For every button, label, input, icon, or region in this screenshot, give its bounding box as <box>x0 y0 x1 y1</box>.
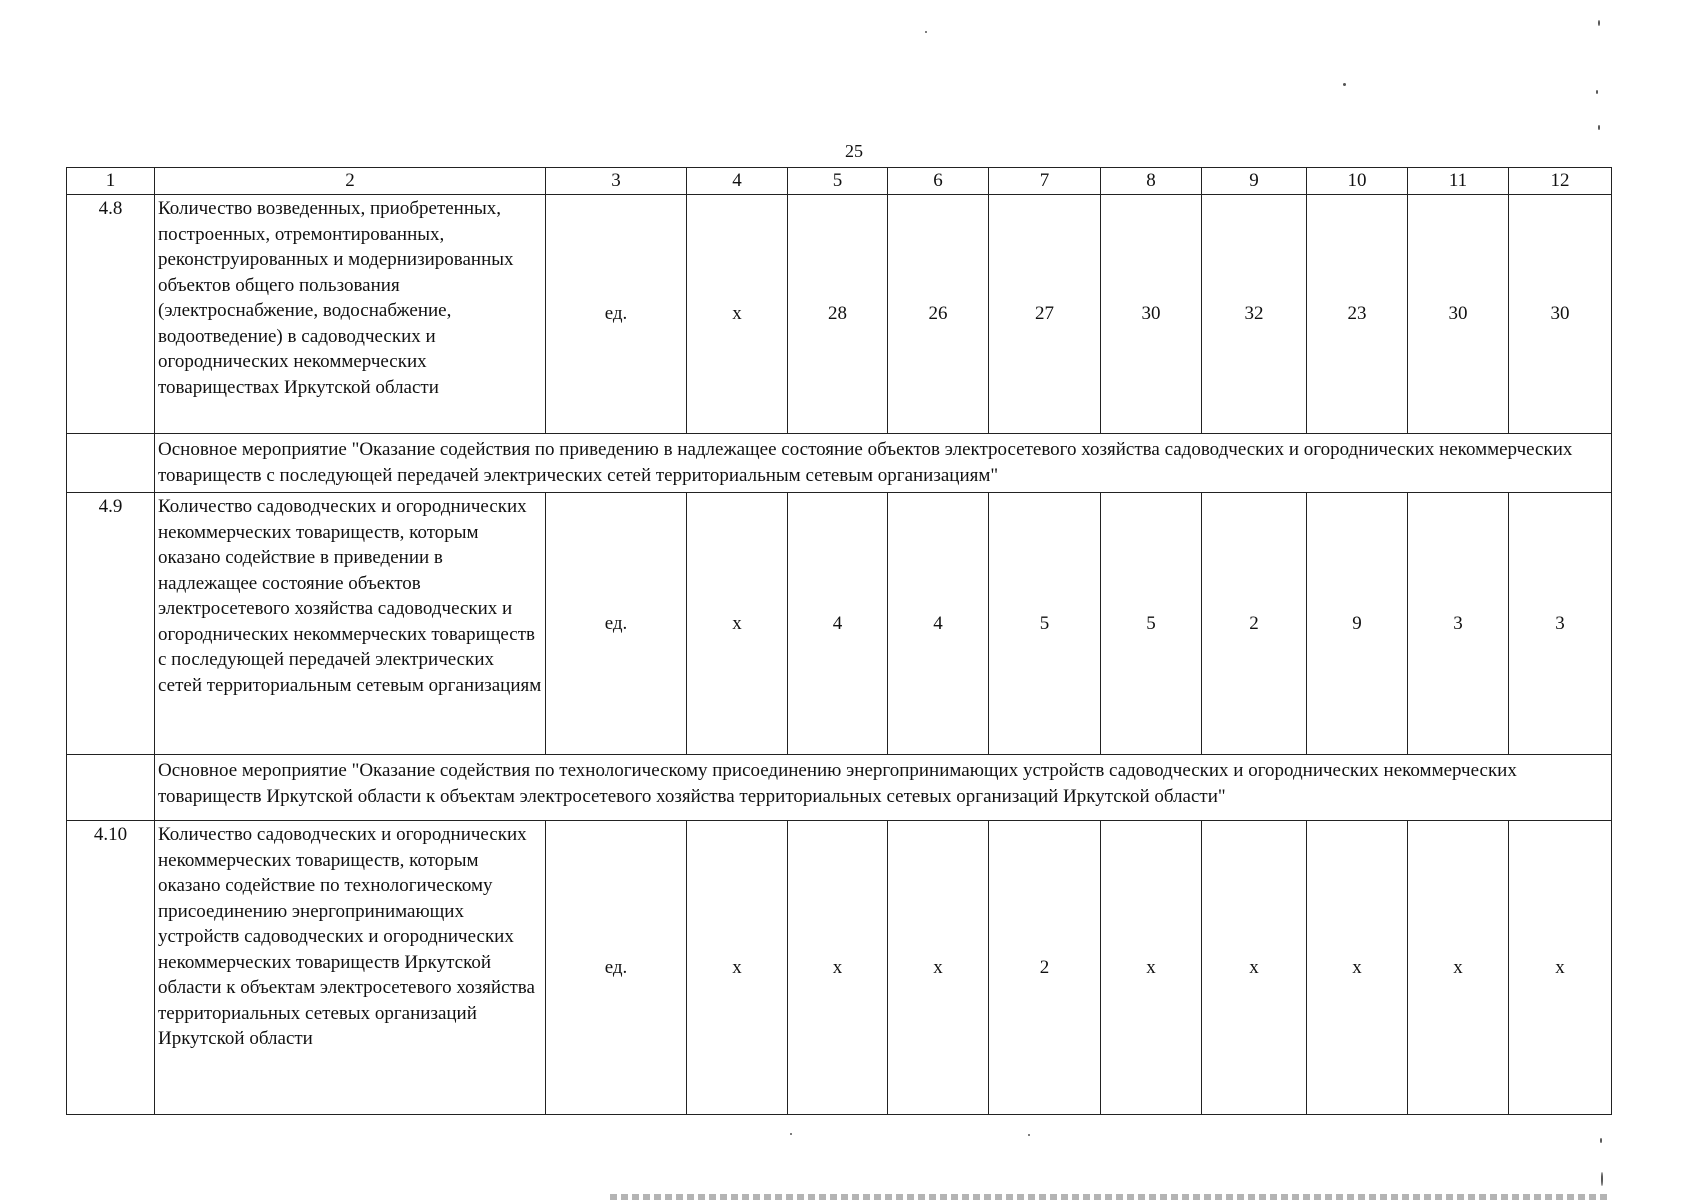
table-row <box>67 493 1612 755</box>
value-cell: 9 <box>1307 493 1408 755</box>
indicator-name: Количество возведенных, приобретенных, построенных, отремонтированных, реконструированных и модернизированных объектов общего пользования (электроснабжение, водоснабжение, водоотведение) в садоводческих и огороднических некоммерческих товариществах Иркутской области <box>155 195 546 434</box>
table-row <box>67 821 1612 1115</box>
header-cell: 11 <box>1408 168 1509 195</box>
header-cell: 4 <box>687 168 788 195</box>
value-cell: 3 <box>1408 493 1509 755</box>
value-cell: x <box>788 821 888 1115</box>
value-cell: x <box>1509 821 1612 1115</box>
row-number: 4.10 <box>67 821 155 1115</box>
value-cell: x <box>687 195 788 434</box>
value-cell: 5 <box>989 493 1101 755</box>
value-cell: 5 <box>1101 493 1202 755</box>
scan-speck <box>1598 20 1600 26</box>
unit-cell: ед. <box>546 493 687 755</box>
indicator-name: Количество садоводческих и огороднических некоммерческих товариществ, которым оказано содействие по технологическому присоединению энергопринимающих устройств садоводческих и огороднических некоммерческих товариществ Иркутской области к объектам электросетевого хозяйства территориальных сетевых организаций Иркутской области <box>155 821 546 1115</box>
value-cell: 30 <box>1101 195 1202 434</box>
value-cell: 2 <box>1202 493 1307 755</box>
header-cell: 6 <box>888 168 989 195</box>
value-cell: 4 <box>888 493 989 755</box>
scan-artifact-line <box>610 1194 1610 1200</box>
value-cell: x <box>1408 821 1509 1115</box>
scan-speck <box>1598 125 1600 130</box>
measure-text: Основное мероприятие "Оказание содействия по приведению в надлежащее состояние объектов электросетевого хозяйства садоводческих и огороднических некоммерческих товариществ с последующей передачей электрических сетей территориальным сетевым организациям" <box>155 434 1612 493</box>
header-cell: 2 <box>155 168 546 195</box>
header-cell: 10 <box>1307 168 1408 195</box>
value-cell: 28 <box>788 195 888 434</box>
indicator-name: Количество садоводческих и огороднических некоммерческих товариществ, которым оказано содействие в приведении в надлежащее состояние объектов электросетевого хозяйства садоводческих и огороднических некоммерческих товариществ с последующей передачей электрических сетей территориальным сетевым организациям <box>155 493 546 755</box>
header-row <box>67 168 1612 195</box>
header-cell: 5 <box>788 168 888 195</box>
header-cell: 7 <box>989 168 1101 195</box>
measure-text: Основное мероприятие "Оказание содействия по технологическому присоединению энергопринимающих устройств садоводческих и огороднических некоммерческих товариществ Иркутской области к объектам электросетевого хозяйства территориальных сетевых организаций Иркутской области" <box>155 755 1612 821</box>
value-cell: x <box>1101 821 1202 1115</box>
row-number: 4.8 <box>67 195 155 434</box>
value-cell: x <box>687 821 788 1115</box>
value-cell: 26 <box>888 195 989 434</box>
value-cell: 23 <box>1307 195 1408 434</box>
scan-speck <box>1601 1172 1603 1186</box>
value-cell: 30 <box>1509 195 1612 434</box>
empty-number-cell <box>67 434 155 493</box>
scan-speck <box>1028 1134 1030 1136</box>
scan-speck <box>1600 1138 1602 1143</box>
unit-cell: ед. <box>546 821 687 1115</box>
value-cell: 4 <box>788 493 888 755</box>
value-cell: 2 <box>989 821 1101 1115</box>
value-cell: 32 <box>1202 195 1307 434</box>
header-cell: 1 <box>67 168 155 195</box>
header-cell: 3 <box>546 168 687 195</box>
value-cell: 3 <box>1509 493 1612 755</box>
value-cell: x <box>888 821 989 1115</box>
value-cell: x <box>687 493 788 755</box>
row-number: 4.9 <box>67 493 155 755</box>
value-cell: x <box>1202 821 1307 1115</box>
indicators-table <box>66 167 1612 1115</box>
scan-speck <box>790 1133 792 1135</box>
header-cell: 8 <box>1101 168 1202 195</box>
measure-row <box>67 755 1612 821</box>
measure-row <box>67 434 1612 493</box>
empty-number-cell <box>67 755 155 821</box>
header-cell: 9 <box>1202 168 1307 195</box>
unit-cell: ед. <box>546 195 687 434</box>
header-cell: 12 <box>1509 168 1612 195</box>
value-cell: 30 <box>1408 195 1509 434</box>
scan-speck <box>1596 90 1598 94</box>
value-cell: x <box>1307 821 1408 1115</box>
page-number: 25 <box>845 141 863 161</box>
scan-speck <box>925 31 927 33</box>
table-row <box>67 195 1612 434</box>
scan-speck <box>1343 83 1346 86</box>
value-cell: 27 <box>989 195 1101 434</box>
